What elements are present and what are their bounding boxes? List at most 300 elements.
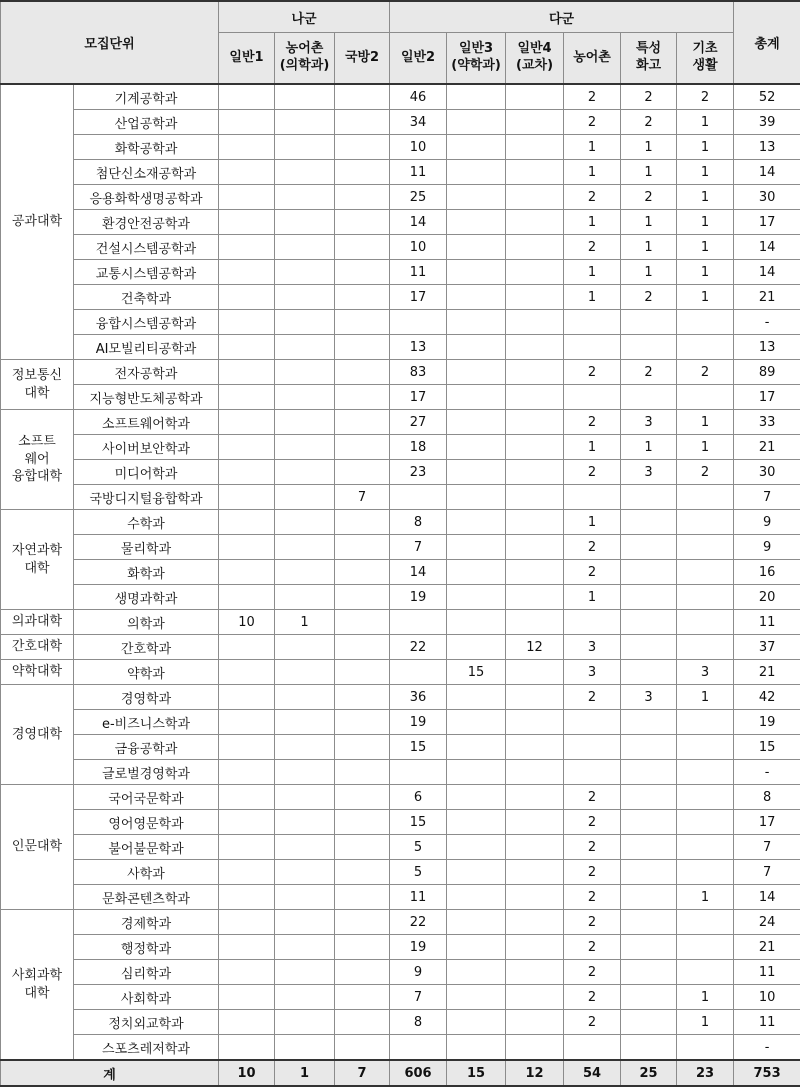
quota-cell bbox=[506, 985, 564, 1010]
quota-cell bbox=[677, 935, 734, 960]
header-col: 일반4 (교차) bbox=[506, 33, 564, 85]
quota-cell: 7 bbox=[390, 535, 447, 560]
department-name: 약학과 bbox=[74, 660, 219, 685]
quota-cell bbox=[275, 385, 335, 410]
quota-cell bbox=[506, 560, 564, 585]
quota-cell bbox=[506, 510, 564, 535]
quota-cell bbox=[275, 84, 335, 110]
row-total-cell: 21 bbox=[734, 935, 800, 960]
quota-cell: 1 bbox=[564, 135, 621, 160]
quota-cell bbox=[564, 760, 621, 785]
quota-cell: 3 bbox=[564, 660, 621, 685]
table-row bbox=[1, 760, 800, 785]
quota-cell bbox=[447, 260, 506, 285]
quota-cell: 1 bbox=[564, 510, 621, 535]
quota-cell bbox=[275, 185, 335, 210]
quota-cell: 12 bbox=[506, 635, 564, 660]
department-name: 사회학과 bbox=[74, 985, 219, 1010]
quota-cell: 19 bbox=[390, 710, 447, 735]
quota-cell bbox=[219, 135, 275, 160]
quota-cell bbox=[506, 260, 564, 285]
quota-cell bbox=[275, 985, 335, 1010]
header-total: 총계 bbox=[734, 1, 800, 84]
quota-cell: 11 bbox=[390, 885, 447, 910]
quota-cell: 2 bbox=[677, 360, 734, 385]
quota-cell bbox=[335, 110, 390, 135]
department-name: 심리학과 bbox=[74, 960, 219, 985]
quota-cell: 1 bbox=[564, 285, 621, 310]
table-row bbox=[1, 235, 800, 260]
table-row bbox=[1, 410, 800, 435]
quota-cell: 2 bbox=[564, 1010, 621, 1035]
quota-cell: 15 bbox=[390, 735, 447, 760]
quota-cell: 5 bbox=[390, 860, 447, 885]
row-total-cell: 13 bbox=[734, 135, 800, 160]
row-total-cell: 21 bbox=[734, 285, 800, 310]
quota-cell: 2 bbox=[564, 110, 621, 135]
quota-cell bbox=[275, 935, 335, 960]
quota-cell bbox=[275, 535, 335, 560]
quota-cell bbox=[447, 84, 506, 110]
quota-cell: 9 bbox=[390, 960, 447, 985]
row-total-cell: - bbox=[734, 1035, 800, 1061]
row-total-cell: 33 bbox=[734, 410, 800, 435]
quota-cell bbox=[447, 710, 506, 735]
row-total-cell: 14 bbox=[734, 885, 800, 910]
college-name: 정보통신 대학 bbox=[1, 360, 74, 410]
quota-cell bbox=[219, 285, 275, 310]
row-total-cell: 14 bbox=[734, 235, 800, 260]
quota-cell: 1 bbox=[677, 435, 734, 460]
quota-cell: 3 bbox=[621, 410, 677, 435]
quota-cell: 19 bbox=[390, 935, 447, 960]
department-name: 미디어학과 bbox=[74, 460, 219, 485]
quota-cell bbox=[335, 660, 390, 685]
quota-cell bbox=[447, 210, 506, 235]
quota-cell: 1 bbox=[677, 885, 734, 910]
quota-cell: 1 bbox=[677, 985, 734, 1010]
quota-cell: 15 bbox=[447, 660, 506, 685]
quota-cell bbox=[335, 310, 390, 335]
quota-cell: 3 bbox=[564, 635, 621, 660]
row-total-cell: 17 bbox=[734, 810, 800, 835]
department-name: e-비즈니스학과 bbox=[74, 710, 219, 735]
quota-cell bbox=[447, 385, 506, 410]
quota-cell bbox=[335, 835, 390, 860]
college-name: 경영대학 bbox=[1, 685, 74, 785]
quota-cell bbox=[275, 635, 335, 660]
quota-cell bbox=[219, 985, 275, 1010]
table-row bbox=[1, 735, 800, 760]
quota-cell bbox=[390, 760, 447, 785]
quota-cell: 2 bbox=[564, 410, 621, 435]
quota-cell bbox=[275, 810, 335, 835]
quota-cell bbox=[275, 760, 335, 785]
quota-cell bbox=[335, 535, 390, 560]
row-total-cell: 21 bbox=[734, 660, 800, 685]
quota-cell bbox=[335, 785, 390, 810]
quota-cell bbox=[219, 860, 275, 885]
college-name: 인문대학 bbox=[1, 785, 74, 910]
quota-cell bbox=[390, 310, 447, 335]
quota-cell bbox=[335, 435, 390, 460]
quota-cell bbox=[447, 935, 506, 960]
quota-cell bbox=[677, 535, 734, 560]
quota-cell: 1 bbox=[564, 435, 621, 460]
table-row bbox=[1, 210, 800, 235]
row-total-cell: 30 bbox=[734, 185, 800, 210]
quota-cell bbox=[621, 785, 677, 810]
quota-cell bbox=[335, 260, 390, 285]
table-row bbox=[1, 110, 800, 135]
quota-cell bbox=[506, 610, 564, 635]
row-total-cell: 14 bbox=[734, 160, 800, 185]
quota-cell bbox=[506, 860, 564, 885]
quota-cell: 3 bbox=[677, 660, 734, 685]
quota-cell bbox=[335, 285, 390, 310]
department-name: 건설시스템공학과 bbox=[74, 235, 219, 260]
quota-cell: 2 bbox=[677, 460, 734, 485]
quota-cell bbox=[219, 160, 275, 185]
row-total-cell: 42 bbox=[734, 685, 800, 710]
quota-cell: 1 bbox=[564, 160, 621, 185]
quota-cell bbox=[275, 685, 335, 710]
quota-cell bbox=[219, 685, 275, 710]
quota-cell bbox=[621, 810, 677, 835]
quota-cell bbox=[447, 285, 506, 310]
quota-cell bbox=[621, 660, 677, 685]
department-name: 소프트웨어학과 bbox=[74, 410, 219, 435]
quota-cell bbox=[677, 760, 734, 785]
quota-cell bbox=[447, 635, 506, 660]
quota-cell: 22 bbox=[390, 910, 447, 935]
quota-cell bbox=[335, 910, 390, 935]
table-row bbox=[1, 510, 800, 535]
total-cell: 753 bbox=[734, 1060, 800, 1086]
department-name: 국어국문학과 bbox=[74, 785, 219, 810]
college-name: 약학대학 bbox=[1, 660, 74, 685]
quota-cell bbox=[335, 735, 390, 760]
quota-cell bbox=[335, 760, 390, 785]
quota-cell bbox=[335, 410, 390, 435]
quota-cell bbox=[219, 485, 275, 510]
department-name: 사학과 bbox=[74, 860, 219, 885]
quota-cell bbox=[219, 235, 275, 260]
row-total-cell: 15 bbox=[734, 735, 800, 760]
department-name: 경제학과 bbox=[74, 910, 219, 935]
quota-cell bbox=[335, 710, 390, 735]
quota-cell bbox=[677, 510, 734, 535]
quota-cell bbox=[677, 585, 734, 610]
quota-cell bbox=[447, 860, 506, 885]
row-total-cell: 13 bbox=[734, 335, 800, 360]
quota-cell bbox=[447, 560, 506, 585]
quota-cell bbox=[506, 1010, 564, 1035]
total-cell: 15 bbox=[447, 1060, 506, 1086]
quota-cell bbox=[219, 760, 275, 785]
quota-cell: 8 bbox=[390, 510, 447, 535]
quota-cell bbox=[219, 560, 275, 585]
quota-cell: 3 bbox=[621, 685, 677, 710]
quota-cell bbox=[506, 1035, 564, 1061]
quota-cell bbox=[275, 910, 335, 935]
quota-cell: 17 bbox=[390, 285, 447, 310]
quota-cell: 46 bbox=[390, 84, 447, 110]
quota-cell bbox=[447, 160, 506, 185]
quota-cell bbox=[506, 535, 564, 560]
quota-cell bbox=[219, 960, 275, 985]
department-name: 산업공학과 bbox=[74, 110, 219, 135]
quota-cell bbox=[219, 110, 275, 135]
quota-cell bbox=[447, 435, 506, 460]
quota-cell bbox=[335, 610, 390, 635]
table-row bbox=[1, 835, 800, 860]
quota-cell: 2 bbox=[564, 785, 621, 810]
quota-cell bbox=[335, 885, 390, 910]
quota-cell bbox=[447, 510, 506, 535]
quota-cell bbox=[335, 210, 390, 235]
quota-cell bbox=[219, 360, 275, 385]
row-total-cell: 89 bbox=[734, 360, 800, 385]
quota-cell bbox=[677, 610, 734, 635]
quota-cell bbox=[506, 585, 564, 610]
table-row bbox=[1, 335, 800, 360]
quota-cell bbox=[447, 1010, 506, 1035]
quota-cell bbox=[447, 985, 506, 1010]
quota-cell bbox=[677, 385, 734, 410]
quota-cell bbox=[506, 385, 564, 410]
table-row bbox=[1, 460, 800, 485]
quota-cell bbox=[275, 360, 335, 385]
table-row bbox=[1, 885, 800, 910]
quota-cell: 2 bbox=[564, 985, 621, 1010]
quota-cell bbox=[564, 385, 621, 410]
quota-cell: 2 bbox=[564, 185, 621, 210]
total-cell: 606 bbox=[390, 1060, 447, 1086]
row-total-cell: 17 bbox=[734, 210, 800, 235]
quota-cell bbox=[275, 785, 335, 810]
table-row bbox=[1, 285, 800, 310]
quota-cell: 1 bbox=[621, 435, 677, 460]
quota-cell bbox=[564, 335, 621, 360]
department-name: 기계공학과 bbox=[74, 84, 219, 110]
quota-cell bbox=[447, 735, 506, 760]
college-name: 공과대학 bbox=[1, 84, 74, 360]
college-name: 자연과학 대학 bbox=[1, 510, 74, 610]
table-row bbox=[1, 710, 800, 735]
quota-cell: 1 bbox=[677, 1010, 734, 1035]
department-name: 전자공학과 bbox=[74, 360, 219, 385]
quota-cell: 36 bbox=[390, 685, 447, 710]
quota-cell bbox=[621, 1010, 677, 1035]
row-total-cell: 52 bbox=[734, 84, 800, 110]
quota-cell bbox=[447, 785, 506, 810]
quota-cell bbox=[275, 835, 335, 860]
quota-cell: 83 bbox=[390, 360, 447, 385]
department-name: 경영학과 bbox=[74, 685, 219, 710]
quota-cell bbox=[219, 660, 275, 685]
row-total-cell: 7 bbox=[734, 860, 800, 885]
header-col: 농어촌 bbox=[564, 33, 621, 85]
quota-cell bbox=[390, 660, 447, 685]
quota-cell: 6 bbox=[390, 785, 447, 810]
quota-cell: 1 bbox=[564, 210, 621, 235]
row-total-cell: 11 bbox=[734, 610, 800, 635]
quota-cell bbox=[506, 735, 564, 760]
college-name: 사회과학 대학 bbox=[1, 910, 74, 1061]
quota-cell: 11 bbox=[390, 260, 447, 285]
quota-cell: 1 bbox=[677, 135, 734, 160]
table-row bbox=[1, 810, 800, 835]
row-total-cell: 17 bbox=[734, 385, 800, 410]
quota-cell: 2 bbox=[621, 360, 677, 385]
table-row bbox=[1, 1010, 800, 1035]
quota-cell bbox=[621, 310, 677, 335]
quota-cell bbox=[677, 735, 734, 760]
quota-cell: 15 bbox=[390, 810, 447, 835]
quota-cell bbox=[506, 84, 564, 110]
total-cell: 12 bbox=[506, 1060, 564, 1086]
quota-cell bbox=[335, 860, 390, 885]
quota-cell bbox=[219, 585, 275, 610]
quota-cell: 14 bbox=[390, 560, 447, 585]
quota-cell: 11 bbox=[390, 160, 447, 185]
quota-cell bbox=[390, 610, 447, 635]
row-total-cell: 9 bbox=[734, 510, 800, 535]
department-name: 첨단신소재공학과 bbox=[74, 160, 219, 185]
quota-cell bbox=[275, 285, 335, 310]
row-total-cell: 39 bbox=[734, 110, 800, 135]
quota-cell bbox=[621, 735, 677, 760]
department-name: 문화콘텐츠학과 bbox=[74, 885, 219, 910]
quota-cell: 1 bbox=[621, 135, 677, 160]
quota-cell bbox=[677, 485, 734, 510]
header-col: 국방2 bbox=[335, 33, 390, 85]
quota-cell bbox=[219, 84, 275, 110]
quota-cell: 27 bbox=[390, 410, 447, 435]
table-row bbox=[1, 785, 800, 810]
quota-cell bbox=[335, 335, 390, 360]
quota-cell bbox=[447, 885, 506, 910]
quota-cell bbox=[275, 560, 335, 585]
quota-cell bbox=[335, 460, 390, 485]
department-name: AI모빌리티공학과 bbox=[74, 335, 219, 360]
quota-cell bbox=[219, 460, 275, 485]
header-col: 기초 생활 bbox=[677, 33, 734, 85]
quota-cell: 1 bbox=[677, 260, 734, 285]
department-name: 스포츠레저학과 bbox=[74, 1035, 219, 1061]
quota-cell: 17 bbox=[390, 385, 447, 410]
department-name: 응용화학생명공학과 bbox=[74, 185, 219, 210]
quota-cell: 18 bbox=[390, 435, 447, 460]
quota-cell: 2 bbox=[564, 935, 621, 960]
quota-cell bbox=[564, 710, 621, 735]
quota-cell bbox=[335, 385, 390, 410]
table-row bbox=[1, 160, 800, 185]
quota-cell bbox=[275, 735, 335, 760]
table-row bbox=[1, 560, 800, 585]
quota-cell bbox=[447, 760, 506, 785]
quota-cell bbox=[506, 910, 564, 935]
quota-cell bbox=[677, 860, 734, 885]
quota-cell bbox=[506, 785, 564, 810]
quota-cell: 1 bbox=[677, 210, 734, 235]
quota-cell bbox=[621, 335, 677, 360]
total-label: 계 bbox=[1, 1060, 219, 1086]
quota-cell bbox=[621, 910, 677, 935]
quota-cell bbox=[621, 985, 677, 1010]
quota-cell bbox=[506, 110, 564, 135]
row-total-cell: 10 bbox=[734, 985, 800, 1010]
quota-cell bbox=[621, 710, 677, 735]
row-total-cell: 16 bbox=[734, 560, 800, 585]
quota-cell bbox=[506, 410, 564, 435]
department-name: 사이버보안학과 bbox=[74, 435, 219, 460]
row-total-cell: - bbox=[734, 310, 800, 335]
quota-cell bbox=[275, 710, 335, 735]
department-name: 지능형반도체공학과 bbox=[74, 385, 219, 410]
quota-cell bbox=[219, 210, 275, 235]
quota-cell: 1 bbox=[677, 110, 734, 135]
quota-cell bbox=[506, 185, 564, 210]
table-row bbox=[1, 385, 800, 410]
department-name: 환경안전공학과 bbox=[74, 210, 219, 235]
table-row bbox=[1, 310, 800, 335]
header-group-na: 나군 bbox=[219, 1, 390, 33]
quota-cell bbox=[275, 1010, 335, 1035]
row-total-cell: 9 bbox=[734, 535, 800, 560]
quota-cell bbox=[335, 84, 390, 110]
quota-cell: 10 bbox=[390, 135, 447, 160]
quota-cell bbox=[506, 660, 564, 685]
header-col: 일반2 bbox=[390, 33, 447, 85]
department-name: 교통시스템공학과 bbox=[74, 260, 219, 285]
quota-cell bbox=[275, 510, 335, 535]
quota-cell bbox=[621, 510, 677, 535]
department-name: 융합시스템공학과 bbox=[74, 310, 219, 335]
quota-cell bbox=[621, 760, 677, 785]
row-total-cell: 21 bbox=[734, 435, 800, 460]
quota-cell bbox=[335, 985, 390, 1010]
quota-cell bbox=[275, 460, 335, 485]
table-row bbox=[1, 635, 800, 660]
quota-cell bbox=[506, 810, 564, 835]
row-total-cell: 7 bbox=[734, 835, 800, 860]
quota-cell bbox=[390, 1035, 447, 1061]
quota-cell bbox=[275, 235, 335, 260]
quota-cell bbox=[621, 610, 677, 635]
quota-cell bbox=[335, 960, 390, 985]
quota-cell bbox=[335, 510, 390, 535]
quota-cell: 2 bbox=[564, 860, 621, 885]
department-name: 정치외교학과 bbox=[74, 1010, 219, 1035]
quota-cell bbox=[506, 285, 564, 310]
header-group-da: 다군 bbox=[390, 1, 734, 33]
quota-cell: 1 bbox=[275, 610, 335, 635]
quota-cell bbox=[447, 335, 506, 360]
quota-cell: 34 bbox=[390, 110, 447, 135]
quota-cell bbox=[506, 885, 564, 910]
quota-cell bbox=[275, 860, 335, 885]
total-cell: 23 bbox=[677, 1060, 734, 1086]
quota-cell bbox=[447, 810, 506, 835]
quota-cell: 2 bbox=[677, 84, 734, 110]
quota-cell bbox=[447, 610, 506, 635]
college-name: 의과대학 bbox=[1, 610, 74, 635]
quota-cell: 10 bbox=[219, 610, 275, 635]
quota-cell bbox=[219, 935, 275, 960]
table-row bbox=[1, 435, 800, 460]
